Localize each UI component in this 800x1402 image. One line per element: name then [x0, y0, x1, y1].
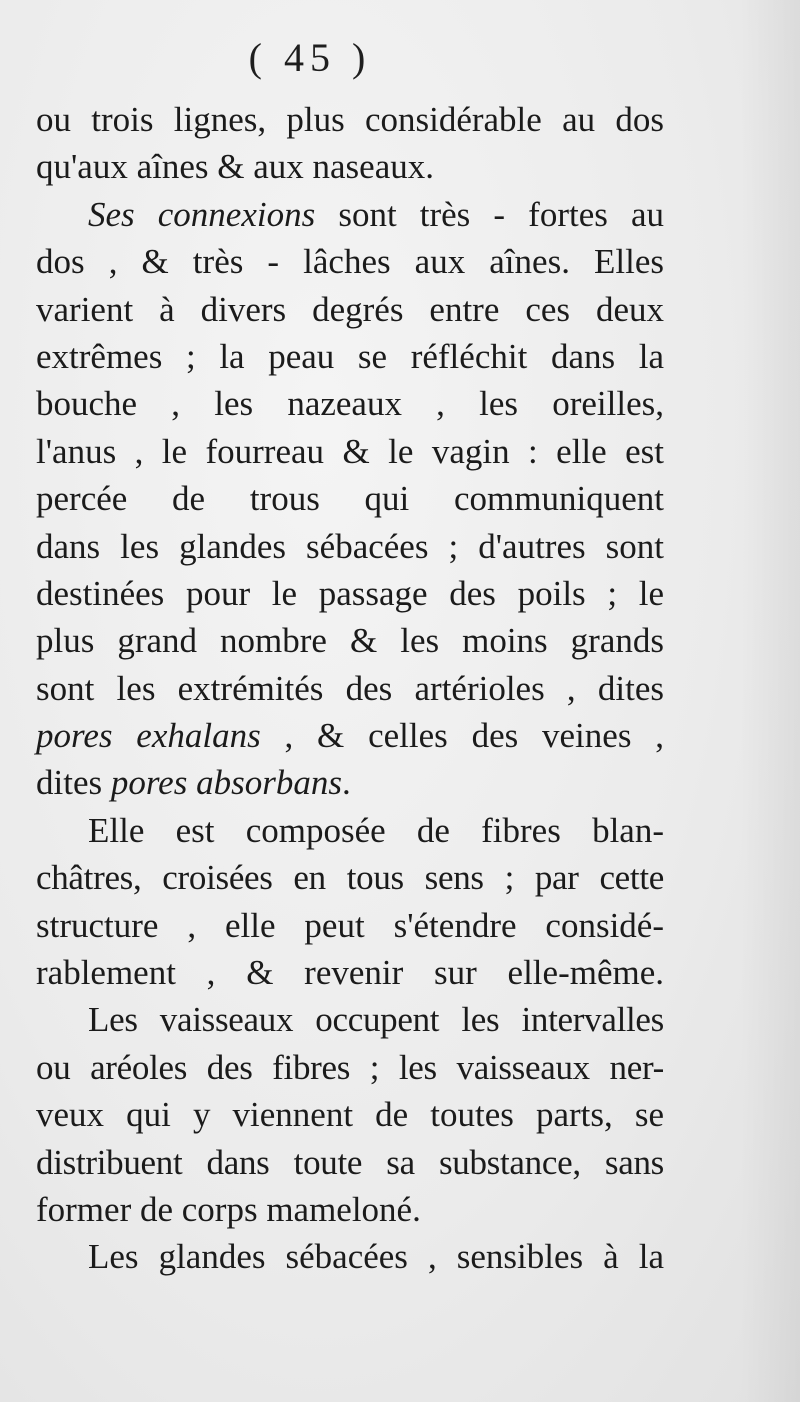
page-number: ( 45 ): [248, 35, 372, 80]
italic-term: pores exhalans: [36, 716, 261, 756]
text-line: percée de trous qui communiquent: [36, 479, 664, 519]
text-line: qu'aux aînes & aux naseaux.: [36, 147, 434, 187]
text-line: châtres, croisées en tous sens ; par cette: [36, 858, 664, 898]
text-line: ou aréoles des fibres ; les vaisseaux ner-: [36, 1047, 664, 1087]
text-line: plus grand nombre & les moins grands: [36, 621, 664, 661]
text-fragment: , & celles des veines ,: [260, 716, 664, 756]
text-line: former de corps mameloné.: [36, 1189, 421, 1229]
text-line: extrêmes ; la peau se réfléchit dans la: [36, 336, 664, 376]
text-fragment: sont très - fortes au: [315, 194, 664, 234]
text-line: Les vaisseaux occupent les intervalles: [88, 1000, 664, 1040]
italic-term: Ses connexions: [88, 194, 316, 234]
text-line: structure , elle peut s'étendre considé-: [36, 905, 664, 945]
text-fragment: .: [341, 763, 351, 803]
page-edge-shadow: [740, 0, 800, 1402]
text-line: [36, 759, 664, 806]
text-line: dans les glandes sébacées ; d'autres sont: [36, 526, 664, 566]
text-line: ou trois lignes, plus considérable au dos: [36, 100, 664, 139]
text-line: sont les extrémités des artérioles , dites: [36, 668, 664, 708]
text-line: [36, 712, 664, 759]
text-line: destinées pour le passage des poils ; le: [36, 573, 664, 613]
text-line: dos , & très - lâches aux aînes. Elles: [36, 242, 664, 282]
text-line: Les glandes sébacées , sensibles à la: [88, 1237, 664, 1277]
italic-term: pores absorbans: [110, 763, 342, 803]
text-line: Elle est composée de fibres blan-: [88, 810, 664, 850]
text-line: bouche , les nazeaux , les oreilles,: [36, 384, 664, 424]
body-text: [36, 96, 664, 1281]
text-line: [36, 191, 664, 238]
text-line: rablement , & revenir sur elle-même.: [36, 953, 664, 993]
text-line: varient à divers degrés entre ces deux: [36, 289, 664, 329]
text-fragment: dites: [36, 763, 111, 803]
text-line: veux qui y viennent de toutes parts, se: [36, 1095, 664, 1135]
text-line: l'anus , le fourreau & le vagin : elle est: [36, 431, 664, 471]
text-line: distribuent dans toute sa substance, sans: [36, 1142, 664, 1182]
